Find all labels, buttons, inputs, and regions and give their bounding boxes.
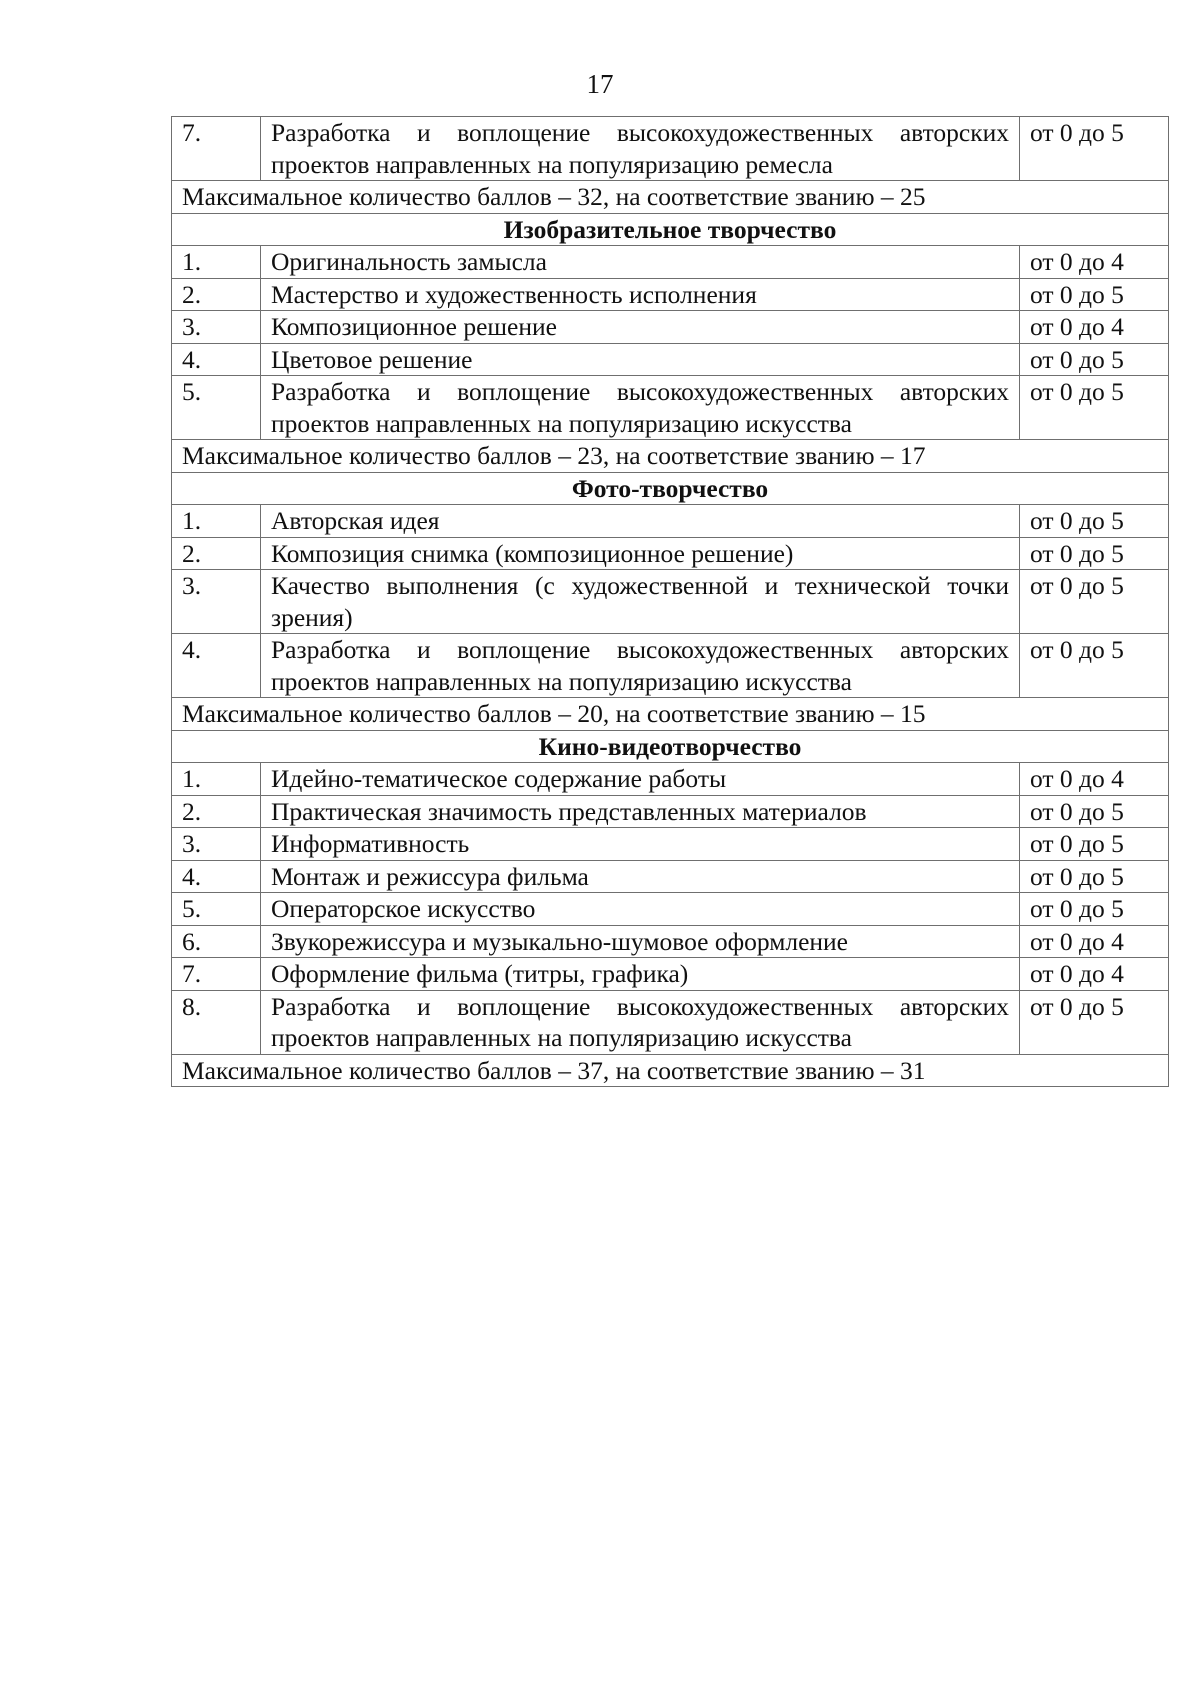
summary-text: Максимальное количество баллов – 37, на соответствие званию – 31 xyxy=(172,1054,1169,1087)
table-row xyxy=(172,278,1169,311)
summary-text: Максимальное количество баллов – 23, на соответствие званию – 17 xyxy=(172,440,1169,473)
criterion-score: от 0 до 5 xyxy=(1020,860,1169,893)
table-row xyxy=(172,246,1169,279)
criterion-number: 2. xyxy=(172,278,261,311)
table-row xyxy=(172,860,1169,893)
criterion-score: от 0 до 5 xyxy=(1020,795,1169,828)
table-row xyxy=(172,828,1169,861)
criterion-score: от 0 до 5 xyxy=(1020,343,1169,376)
criterion-text: Оригинальность замысла xyxy=(261,246,1020,279)
criterion-text: Разработка и воплощение высокохудожественных авторских проектов направленных на популяризацию ремесла xyxy=(261,117,1020,181)
table-row xyxy=(172,990,1169,1054)
criterion-number: 4. xyxy=(172,343,261,376)
criterion-text: Информативность xyxy=(261,828,1020,861)
table-row xyxy=(172,570,1169,634)
criterion-text: Авторская идея xyxy=(261,505,1020,538)
criterion-score: от 0 до 5 xyxy=(1020,505,1169,538)
criterion-number: 4. xyxy=(172,860,261,893)
criterion-text: Практическая значимость представленных материалов xyxy=(261,795,1020,828)
criterion-score: от 0 до 4 xyxy=(1020,763,1169,796)
table-row xyxy=(172,893,1169,926)
criterion-text: Оформление фильма (титры, графика) xyxy=(261,958,1020,991)
table-row xyxy=(172,795,1169,828)
section-heading-row xyxy=(172,730,1169,763)
criterion-text: Разработка и воплощение высокохудожественных авторских проектов направленных на популяризацию искусства xyxy=(261,634,1020,698)
criterion-score: от 0 до 5 xyxy=(1020,634,1169,698)
criterion-number: 1. xyxy=(172,246,261,279)
criterion-number: 5. xyxy=(172,376,261,440)
criterion-text: Мастерство и художественность исполнения xyxy=(261,278,1020,311)
criterion-number: 8. xyxy=(172,990,261,1054)
table-row xyxy=(172,505,1169,538)
criterion-text: Композиция снимка (композиционное решение) xyxy=(261,537,1020,570)
table-row xyxy=(172,376,1169,440)
criteria-table-body xyxy=(172,117,1169,1087)
summary-row xyxy=(172,181,1169,214)
page-number: 17 xyxy=(586,69,614,99)
criterion-number: 1. xyxy=(172,763,261,796)
table-row xyxy=(172,311,1169,344)
summary-row xyxy=(172,698,1169,731)
summary-row xyxy=(172,1054,1169,1087)
table-row xyxy=(172,117,1169,181)
table-row xyxy=(172,537,1169,570)
table-row xyxy=(172,925,1169,958)
criterion-number: 1. xyxy=(172,505,261,538)
criterion-text: Разработка и воплощение высокохудожественных авторских проектов направленных на популяризацию искусства xyxy=(261,376,1020,440)
summary-text: Максимальное количество баллов – 32, на соответствие званию – 25 xyxy=(172,181,1169,214)
criterion-number: 2. xyxy=(172,537,261,570)
criterion-text: Звукорежиссура и музыкально-шумовое оформление xyxy=(261,925,1020,958)
criterion-score: от 0 до 5 xyxy=(1020,828,1169,861)
criterion-score: от 0 до 4 xyxy=(1020,311,1169,344)
summary-text: Максимальное количество баллов – 20, на соответствие званию – 15 xyxy=(172,698,1169,731)
criterion-text: Монтаж и режиссура фильма xyxy=(261,860,1020,893)
criterion-score: от 0 до 4 xyxy=(1020,246,1169,279)
criterion-text: Операторское искусство xyxy=(261,893,1020,926)
criterion-text: Разработка и воплощение высокохудожественных авторских проектов направленных на популяризацию искусства xyxy=(261,990,1020,1054)
criterion-number: 7. xyxy=(172,117,261,181)
criterion-number: 2. xyxy=(172,795,261,828)
criterion-number: 7. xyxy=(172,958,261,991)
table-row xyxy=(172,634,1169,698)
criterion-score: от 0 до 4 xyxy=(1020,925,1169,958)
criterion-score: от 0 до 5 xyxy=(1020,117,1169,181)
criterion-score: от 0 до 5 xyxy=(1020,893,1169,926)
table-row xyxy=(172,343,1169,376)
criterion-text: Идейно-тематическое содержание работы xyxy=(261,763,1020,796)
criterion-score: от 0 до 5 xyxy=(1020,537,1169,570)
criterion-score: от 0 до 5 xyxy=(1020,990,1169,1054)
criterion-score: от 0 до 5 xyxy=(1020,376,1169,440)
section-heading: Фото-творчество xyxy=(172,472,1169,505)
criterion-score: от 0 до 5 xyxy=(1020,278,1169,311)
criterion-text: Цветовое решение xyxy=(261,343,1020,376)
summary-row xyxy=(172,440,1169,473)
section-heading: Кино-видеотворчество xyxy=(172,730,1169,763)
criterion-number: 3. xyxy=(172,570,261,634)
criterion-text: Композиционное решение xyxy=(261,311,1020,344)
criterion-number: 5. xyxy=(172,893,261,926)
criterion-number: 4. xyxy=(172,634,261,698)
table-row xyxy=(172,763,1169,796)
table-row xyxy=(172,958,1169,991)
section-heading-row xyxy=(172,472,1169,505)
criterion-number: 6. xyxy=(172,925,261,958)
criteria-table xyxy=(171,116,1169,1087)
criterion-score: от 0 до 5 xyxy=(1020,570,1169,634)
criterion-text: Качество выполнения (с художественной и технической точки зрения) xyxy=(261,570,1020,634)
section-heading: Изобразительное творчество xyxy=(172,213,1169,246)
criterion-number: 3. xyxy=(172,828,261,861)
criterion-score: от 0 до 4 xyxy=(1020,958,1169,991)
section-heading-row xyxy=(172,213,1169,246)
criterion-number: 3. xyxy=(172,311,261,344)
